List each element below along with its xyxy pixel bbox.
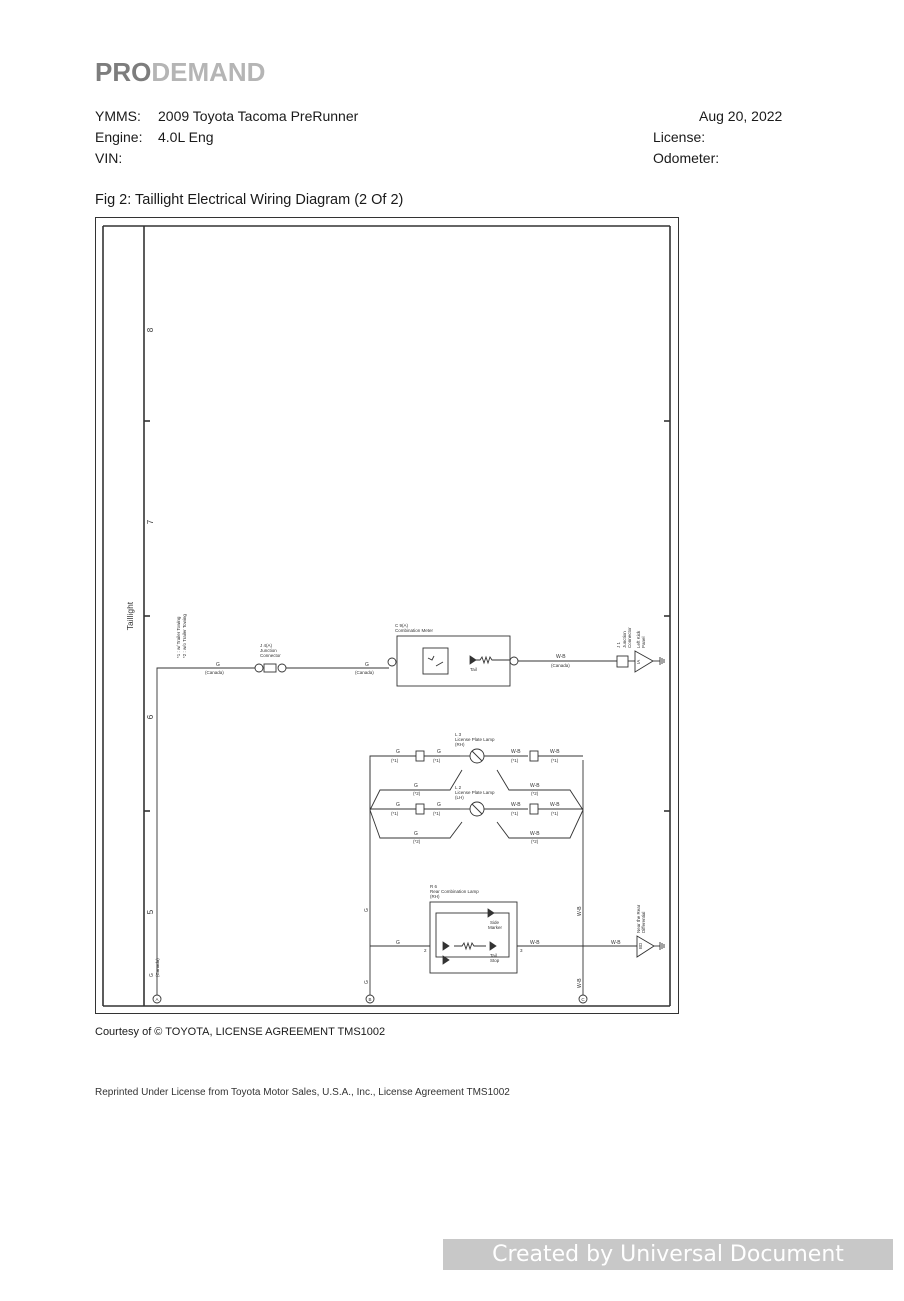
l2-bypass-g-label: G [414, 831, 418, 837]
section-number-8: 8 [146, 327, 155, 333]
l2-bypass-plus2-b: (*2) [531, 839, 539, 844]
c9-tail-label: Tail [470, 667, 477, 672]
l3-license-lamp-rh-plus1-a: (*1) [391, 758, 399, 763]
l2-license-lamp-lh-g-label-b: G [437, 802, 441, 808]
j1-ref: J 1 [616, 641, 621, 648]
j4-terminal-left [255, 664, 263, 672]
terminal-c-label: C [581, 997, 585, 1002]
j4-terminal-right [278, 664, 286, 672]
l3-license-lamp-rh-plus1-c: (*1) [511, 758, 519, 763]
vin-label: VIN: [95, 150, 123, 166]
wire-label-wb-vertical-2: W-B [577, 978, 583, 988]
l3-license-lamp-rh-wb-label-a: W-B [511, 749, 521, 755]
c9-terminal-out [510, 657, 518, 665]
j4-name-1: Junction [260, 648, 277, 653]
wire-label-wb-vertical: W-B [577, 906, 583, 916]
logo-demand: DEMAND [151, 57, 266, 87]
l3-bypass-wb-label: W-B [530, 783, 540, 789]
wire-label-canada: (Canada) [205, 670, 224, 675]
l3-license-lamp-rh-side: (RH) [455, 742, 465, 747]
r6-name: Rear Combination Lamp [430, 889, 479, 894]
section-number-7: 7 [146, 519, 155, 525]
c9-combination-meter [397, 636, 510, 686]
wire-label-wb: W-B [556, 654, 566, 660]
wire-label-g-vertical: G [364, 908, 370, 912]
logo-pro: PRO [95, 57, 152, 87]
ground-bd-name-1: Near the Rear [636, 904, 641, 933]
l2-license-lamp-lh-ref: L 2 [455, 785, 462, 790]
j4-ref: J 4(A) [260, 643, 273, 648]
prodemand-logo [95, 57, 265, 88]
l3-license-lamp-rh-wb-label-b: W-B [550, 749, 560, 755]
wire-label-wb-r6: W-B [530, 940, 540, 946]
l2-bypass-wb-label: W-B [530, 831, 540, 837]
section-number-6: 6 [146, 714, 155, 720]
system-label-taillight: Taillight [125, 601, 135, 631]
l2-license-lamp-lh-plus1-a: (*1) [391, 811, 399, 816]
l2-license-lamp-lh-wb-label-a: W-B [511, 802, 521, 808]
l3-license-lamp-rh-name: License Plate Lamp [455, 737, 495, 742]
r6-side-marker-2: Marker [488, 925, 503, 930]
ground-bd-name-2: Differential [641, 911, 646, 933]
wire-label-g-a: G [149, 973, 155, 977]
l3-license-lamp-rh-ref: L 3 [455, 732, 462, 737]
l2-license-lamp-lh-plus1-c: (*1) [511, 811, 519, 816]
ground-bd-code: BD [638, 942, 643, 949]
l3-bypass-plus2-b: (*2) [531, 791, 539, 796]
reprint-note: Reprinted Under License from Toyota Motor Sales, U.S.A., Inc., License Agreement TMS1002 [95, 1087, 510, 1098]
wire-g-a-to-j4 [157, 668, 258, 999]
courtesy-note: Courtesy of © TOYOTA, LICENSE AGREEMENT TMS1002 [95, 1026, 386, 1038]
l2-bypass-right [497, 810, 583, 838]
wire-label-canada: (Canada) [551, 663, 570, 668]
r6-side: (RH) [430, 894, 440, 899]
ymms-label: YMMS: [95, 108, 141, 124]
r6-side-marker-1: Side [490, 920, 500, 925]
l3-license-lamp-rh-wire [370, 756, 380, 760]
l3-license-lamp-rh-g-label-a: G [396, 749, 400, 755]
ground-ia-code: IA [636, 659, 641, 664]
wiring-diagram-svg [95, 217, 679, 1014]
odometer-label: Odometer: [653, 150, 720, 166]
engine-value: 4.0L Eng [158, 129, 214, 145]
c9-switch-box [423, 648, 448, 674]
j1-name-2: Connector [627, 627, 632, 648]
r6-ref: R 6 [430, 884, 438, 889]
l2-license-lamp-lh-connector-left [416, 804, 424, 814]
r6-pin-3: 3 [520, 948, 523, 953]
l3-bypass-plus2: (*2) [413, 791, 421, 796]
note-trailer-towing: *1 : w/ Trailer Towing [176, 616, 181, 658]
section-number-5: 5 [146, 909, 155, 915]
wire-label-g-r6: G [396, 940, 400, 946]
wire-label-g-vertical-2: G [364, 980, 370, 984]
r6-tail-stop-2: Stop [490, 958, 500, 963]
l3-license-lamp-rh-g-label-b: G [437, 749, 441, 755]
l2-license-lamp-lh-plus1-b: (*1) [433, 811, 441, 816]
c9-terminal-in [388, 658, 396, 666]
r6-tail-stop-1: Tail [490, 953, 497, 958]
engine-label: Engine: [95, 129, 143, 145]
terminal-b-label: B [368, 997, 372, 1002]
wire-label-wb-ground: W-B [611, 940, 621, 946]
l3-license-lamp-rh-connector-right [530, 751, 538, 761]
r6-pin-2: 2 [424, 948, 427, 953]
license-label: License: [653, 129, 706, 145]
ground-ia-name-1: Left Kick [636, 630, 641, 648]
wire-label-g: G [216, 662, 220, 668]
l2-license-lamp-lh-name: License Plate Lamp [455, 790, 495, 795]
l3-bypass-g-label: G [414, 783, 418, 789]
figure-title: Fig 2: Taillight Electrical Wiring Diagram (2 Of 2) [95, 192, 404, 208]
l2-license-lamp-lh-connector-right [530, 804, 538, 814]
wiring-diagram [95, 217, 679, 1014]
terminal-a-label: A [155, 997, 159, 1002]
l3-license-lamp-rh-connector-left [416, 751, 424, 761]
wire-label-g: G [365, 662, 369, 668]
ymms-value: 2009 Toyota Tacoma PreRunner [158, 108, 359, 124]
ground-ia-name-2: Panel [641, 636, 646, 648]
j4-junction-connector [264, 664, 276, 672]
l3-license-lamp-rh-plus1-b: (*1) [433, 758, 441, 763]
wire-label-canada: (Canada) [355, 670, 374, 675]
c9-ref: C 9(A) [395, 623, 409, 628]
l2-license-lamp-lh-wb-label-b: W-B [550, 802, 560, 808]
l2-license-lamp-lh-side: (LH) [455, 795, 464, 800]
note-no-trailer-towing: *2 : w/o Trailer Towing [182, 614, 187, 658]
c9-name: Combination Meter [395, 628, 434, 633]
j1-name-1: Junction [622, 631, 627, 648]
l2-license-lamp-lh-plus1-d: (*1) [551, 811, 559, 816]
l2-license-lamp-lh-g-label-a: G [396, 802, 400, 808]
j1-junction-connector [617, 656, 628, 667]
j4-name-2: Connector [260, 653, 281, 658]
l2-license-lamp-lh-wire [370, 760, 380, 809]
converter-watermark: Created by Universal Document Converter [443, 1239, 893, 1270]
wire-label-canada-a: (Canada) [155, 958, 160, 977]
l3-bypass-right [497, 770, 583, 810]
l3-license-lamp-rh-plus1-d: (*1) [551, 758, 559, 763]
l2-bypass-plus2: (*2) [413, 839, 421, 844]
report-date: Aug 20, 2022 [699, 108, 783, 124]
